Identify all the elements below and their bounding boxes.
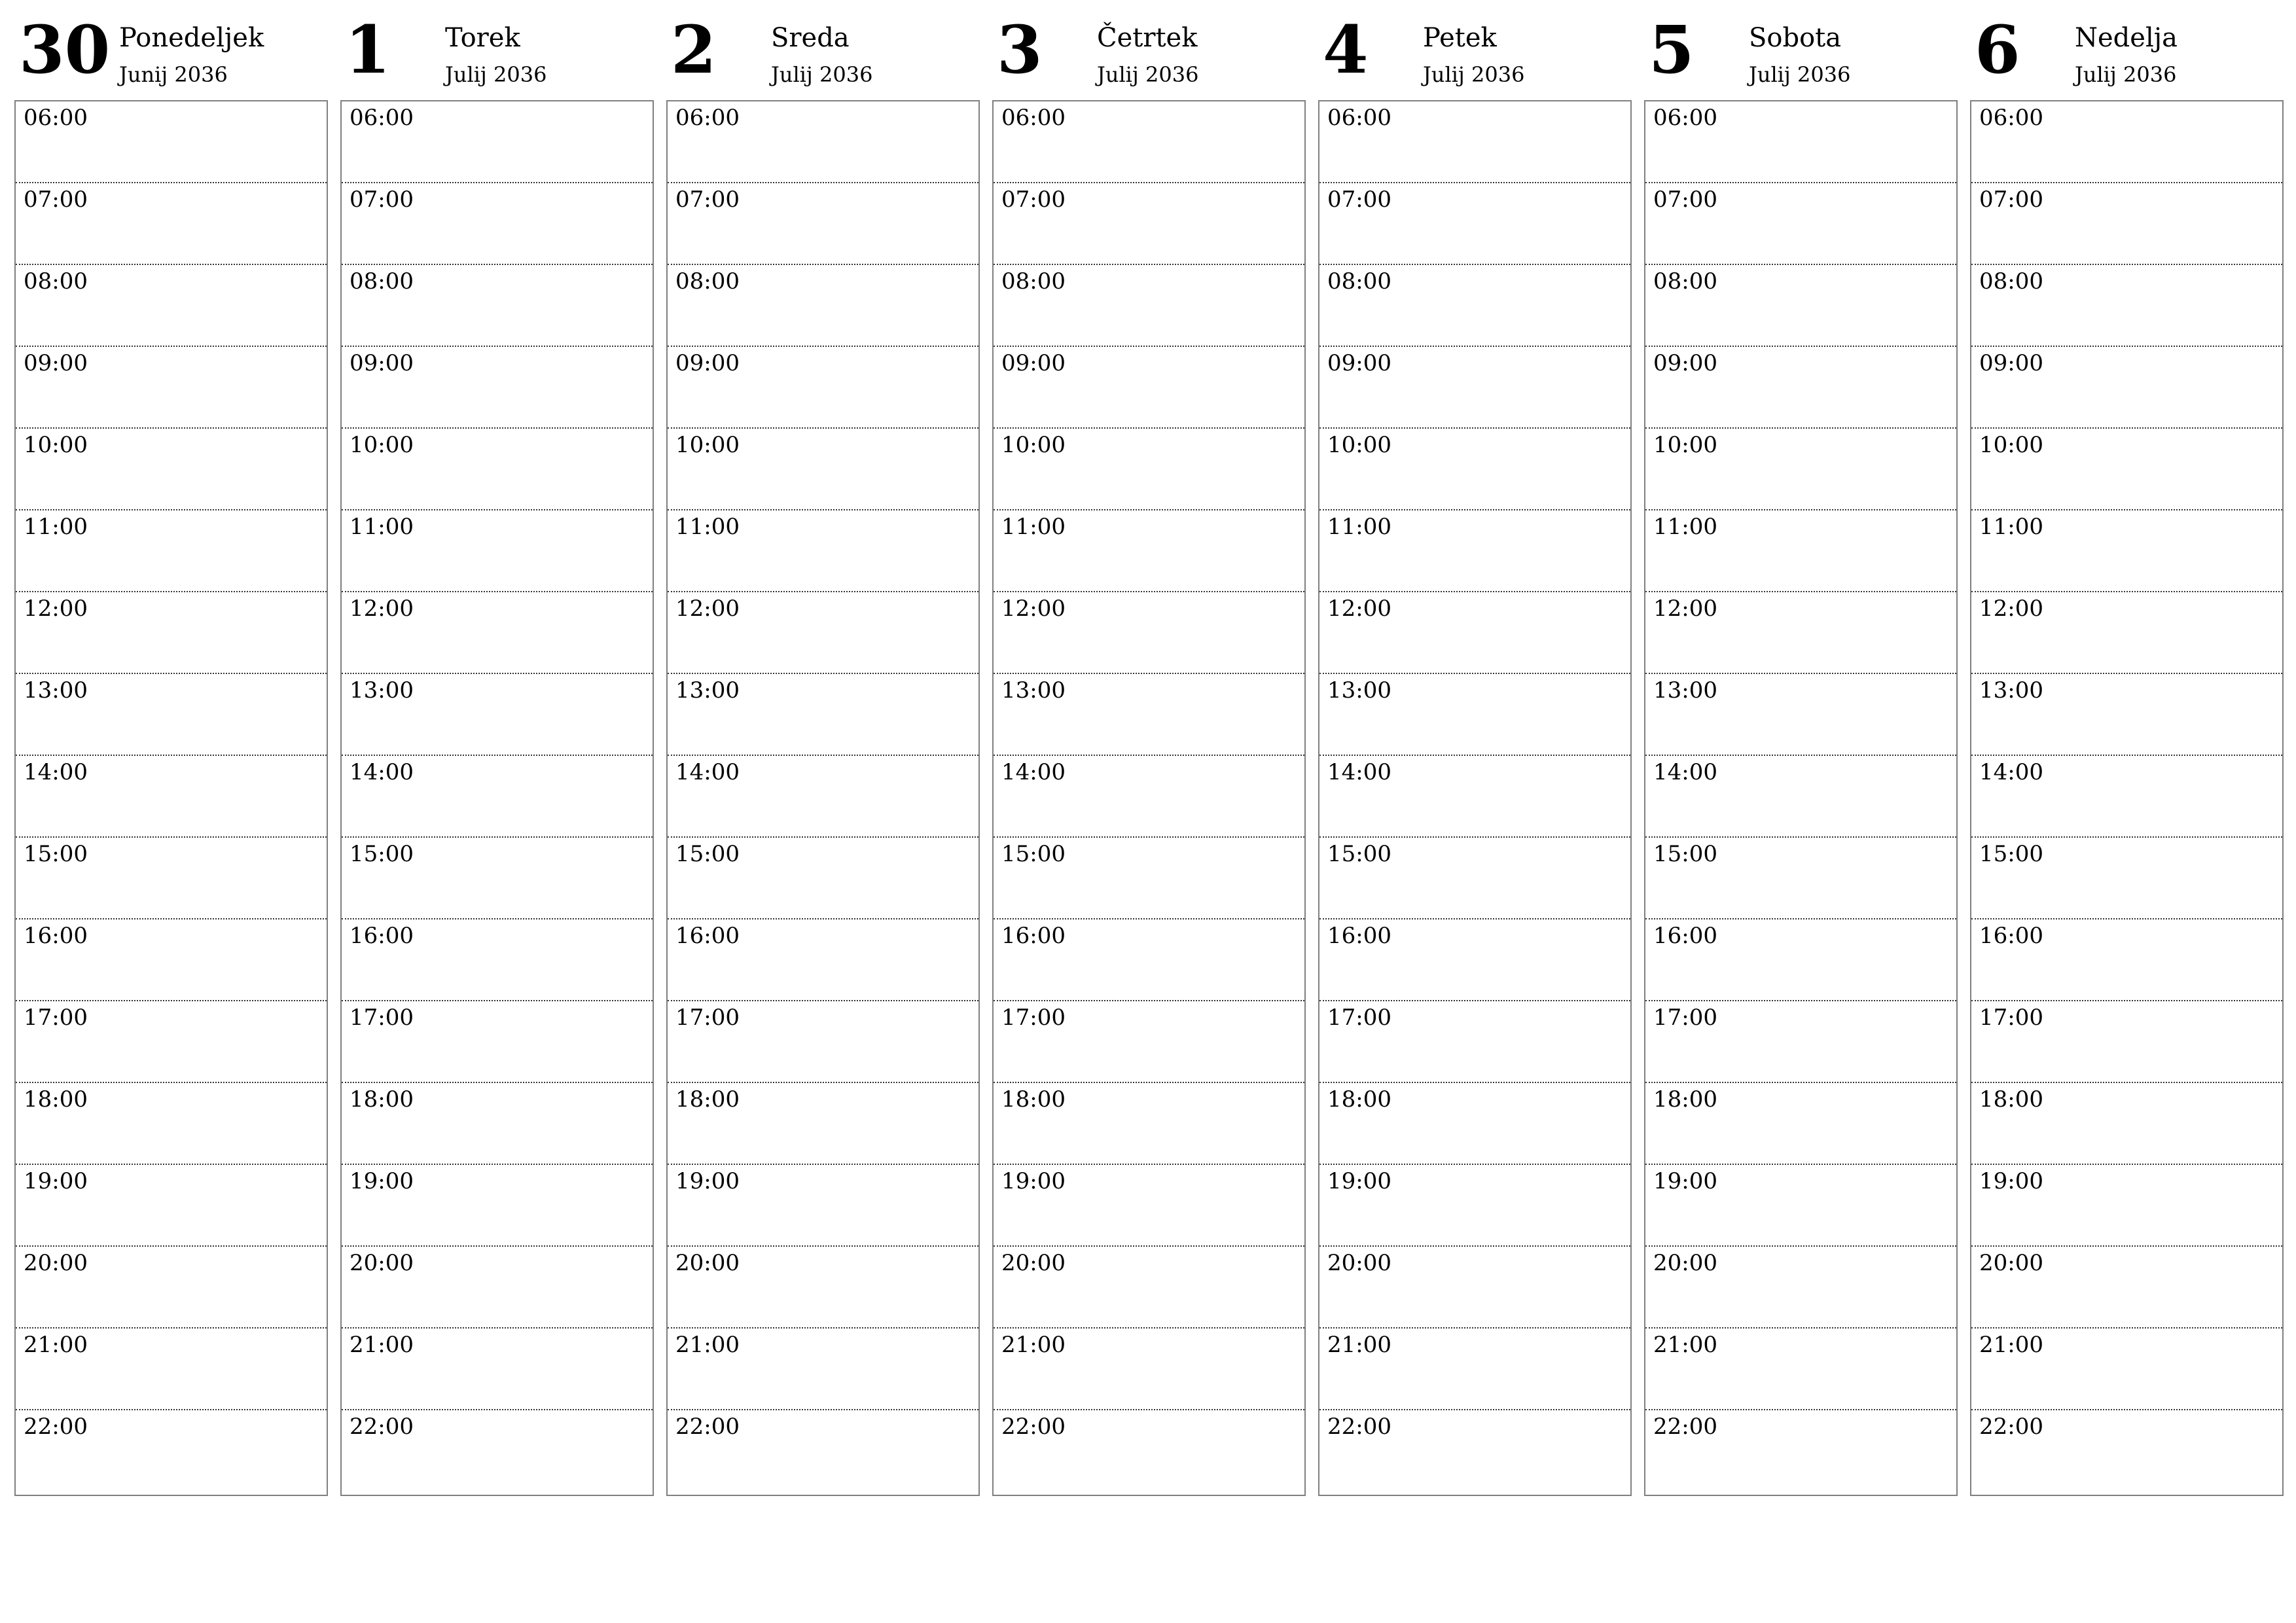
time-slot[interactable] xyxy=(668,592,978,674)
time-label: 13:00 xyxy=(675,677,740,704)
time-slot[interactable] xyxy=(16,838,327,919)
time-slot[interactable] xyxy=(994,265,1304,347)
time-slot[interactable] xyxy=(16,756,327,838)
time-slot[interactable] xyxy=(1319,1410,1630,1492)
time-slot[interactable] xyxy=(342,510,653,592)
time-label: 16:00 xyxy=(1327,923,1391,949)
time-slot[interactable] xyxy=(1319,1247,1630,1329)
time-label: 22:00 xyxy=(350,1414,414,1440)
day-header xyxy=(1970,0,2284,98)
time-slot[interactable] xyxy=(342,1410,653,1492)
day-month-year: Julij 2036 xyxy=(1423,62,1525,87)
day-header xyxy=(992,0,1306,98)
time-slot[interactable] xyxy=(1645,592,1956,674)
time-slot[interactable] xyxy=(1645,183,1956,265)
time-slot[interactable] xyxy=(16,183,327,265)
time-label: 14:00 xyxy=(350,759,414,785)
day-schedule-box xyxy=(14,100,328,1496)
time-slot[interactable] xyxy=(668,1410,978,1492)
day-schedule-box xyxy=(666,100,980,1496)
time-slot[interactable] xyxy=(1319,265,1630,347)
day-number: 5 xyxy=(1649,11,1695,88)
time-slot[interactable] xyxy=(1971,347,2282,429)
time-slot[interactable] xyxy=(1319,1165,1630,1247)
day-number: 6 xyxy=(1975,11,2020,88)
time-slot[interactable] xyxy=(1645,1410,1956,1492)
time-slot[interactable] xyxy=(1971,1165,2282,1247)
time-label: 13:00 xyxy=(1979,677,2043,704)
time-label: 19:00 xyxy=(1001,1168,1066,1194)
day-header xyxy=(1318,0,1632,98)
time-slot[interactable] xyxy=(668,919,978,1001)
time-label: 12:00 xyxy=(1327,596,1391,622)
time-label: 15:00 xyxy=(24,841,88,867)
time-slot[interactable] xyxy=(16,510,327,592)
time-slot[interactable] xyxy=(16,429,327,510)
time-label: 19:00 xyxy=(24,1168,88,1194)
time-label: 12:00 xyxy=(1979,596,2043,622)
time-slot[interactable] xyxy=(1319,838,1630,919)
day-header xyxy=(666,0,980,98)
time-label: 17:00 xyxy=(1327,1005,1391,1031)
time-slot[interactable] xyxy=(342,919,653,1001)
time-label: 20:00 xyxy=(1001,1250,1066,1276)
time-slot[interactable] xyxy=(1645,919,1956,1001)
time-slot[interactable] xyxy=(16,101,327,183)
time-slot[interactable] xyxy=(1645,1247,1956,1329)
time-slot[interactable] xyxy=(342,183,653,265)
time-label: 12:00 xyxy=(1653,596,1717,622)
time-slot[interactable] xyxy=(16,919,327,1001)
time-label: 06:00 xyxy=(1653,105,1717,131)
day-number: 30 xyxy=(19,11,111,88)
time-slot[interactable] xyxy=(1645,429,1956,510)
time-slot[interactable] xyxy=(994,1410,1304,1492)
time-slot[interactable] xyxy=(994,1083,1304,1165)
time-label: 08:00 xyxy=(1653,268,1717,294)
time-label: 16:00 xyxy=(675,923,740,949)
time-slot[interactable] xyxy=(1971,429,2282,510)
time-slot[interactable] xyxy=(1971,674,2282,756)
time-slot[interactable] xyxy=(1971,1410,2282,1492)
time-label: 20:00 xyxy=(24,1250,88,1276)
time-slot[interactable] xyxy=(342,101,653,183)
time-label: 21:00 xyxy=(24,1332,88,1358)
time-slot[interactable] xyxy=(342,674,653,756)
time-slot[interactable] xyxy=(1645,674,1956,756)
time-slot[interactable] xyxy=(668,265,978,347)
time-slot[interactable] xyxy=(1971,101,2282,183)
time-label: 06:00 xyxy=(1001,105,1066,131)
time-slot[interactable] xyxy=(16,1410,327,1492)
time-label: 10:00 xyxy=(1653,432,1717,458)
time-label: 18:00 xyxy=(1001,1086,1066,1113)
time-slot[interactable] xyxy=(1319,592,1630,674)
time-slot[interactable] xyxy=(16,1329,327,1410)
time-slot[interactable] xyxy=(16,1001,327,1083)
time-label: 14:00 xyxy=(24,759,88,785)
time-slot[interactable] xyxy=(342,838,653,919)
day-number: 3 xyxy=(997,11,1043,88)
time-slot[interactable] xyxy=(668,838,978,919)
time-slot[interactable] xyxy=(994,1329,1304,1410)
day-number: 4 xyxy=(1323,11,1369,88)
time-slot[interactable] xyxy=(1319,756,1630,838)
time-slot[interactable] xyxy=(342,1001,653,1083)
time-slot[interactable] xyxy=(16,1083,327,1165)
day-header xyxy=(14,0,328,98)
time-slot[interactable] xyxy=(342,756,653,838)
day-header xyxy=(1644,0,1958,98)
time-label: 13:00 xyxy=(350,677,414,704)
time-slot[interactable] xyxy=(1971,1083,2282,1165)
time-slot[interactable] xyxy=(1645,101,1956,183)
time-slot[interactable] xyxy=(668,347,978,429)
time-slot[interactable] xyxy=(994,429,1304,510)
time-slot[interactable] xyxy=(1319,919,1630,1001)
time-label: 08:00 xyxy=(350,268,414,294)
time-label: 11:00 xyxy=(1979,514,2043,540)
time-slot[interactable] xyxy=(1971,919,2282,1001)
day-month-year: Julij 2036 xyxy=(2075,62,2177,87)
time-label: 09:00 xyxy=(1653,350,1717,376)
time-slot[interactable] xyxy=(994,838,1304,919)
time-slot[interactable] xyxy=(1319,1083,1630,1165)
day-name: Nedelja xyxy=(2075,23,2178,53)
time-slot[interactable] xyxy=(1645,1329,1956,1410)
day-name: Ponedeljek xyxy=(119,23,264,53)
time-label: 21:00 xyxy=(675,1332,740,1358)
time-slot[interactable] xyxy=(16,1247,327,1329)
time-label: 13:00 xyxy=(1327,677,1391,704)
time-label: 22:00 xyxy=(1979,1414,2043,1440)
time-label: 11:00 xyxy=(1653,514,1717,540)
time-slot[interactable] xyxy=(16,347,327,429)
time-slot[interactable] xyxy=(1971,1247,2282,1329)
time-label: 19:00 xyxy=(1653,1168,1717,1194)
time-slot[interactable] xyxy=(1971,265,2282,347)
time-label: 15:00 xyxy=(350,841,414,867)
time-slot[interactable] xyxy=(1319,510,1630,592)
time-label: 22:00 xyxy=(1653,1414,1717,1440)
time-label: 18:00 xyxy=(1979,1086,2043,1113)
time-label: 16:00 xyxy=(24,923,88,949)
time-slot[interactable] xyxy=(1971,838,2282,919)
time-label: 13:00 xyxy=(24,677,88,704)
time-label: 17:00 xyxy=(675,1005,740,1031)
time-slot[interactable] xyxy=(342,1083,653,1165)
time-label: 06:00 xyxy=(1979,105,2043,131)
time-label: 18:00 xyxy=(1327,1086,1391,1113)
time-slot[interactable] xyxy=(16,1165,327,1247)
time-label: 08:00 xyxy=(1327,268,1391,294)
time-label: 14:00 xyxy=(1327,759,1391,785)
time-label: 06:00 xyxy=(24,105,88,131)
time-label: 22:00 xyxy=(675,1414,740,1440)
time-label: 18:00 xyxy=(24,1086,88,1113)
day-month-year: Junij 2036 xyxy=(119,62,228,87)
time-slot[interactable] xyxy=(342,347,653,429)
time-label: 08:00 xyxy=(1001,268,1066,294)
time-slot[interactable] xyxy=(668,1247,978,1329)
time-slot[interactable] xyxy=(668,429,978,510)
time-label: 09:00 xyxy=(1979,350,2043,376)
time-label: 07:00 xyxy=(675,187,740,213)
time-slot[interactable] xyxy=(16,592,327,674)
time-label: 12:00 xyxy=(1001,596,1066,622)
time-label: 10:00 xyxy=(350,432,414,458)
day-name: Torek xyxy=(445,23,520,53)
time-label: 07:00 xyxy=(350,187,414,213)
time-slot[interactable] xyxy=(668,1165,978,1247)
time-label: 17:00 xyxy=(1979,1005,2043,1031)
time-slot[interactable] xyxy=(994,1165,1304,1247)
time-slot[interactable] xyxy=(342,1329,653,1410)
time-label: 06:00 xyxy=(350,105,414,131)
time-slot[interactable] xyxy=(342,265,653,347)
day-number: 1 xyxy=(345,11,391,88)
time-slot[interactable] xyxy=(994,510,1304,592)
time-slot[interactable] xyxy=(16,674,327,756)
time-label: 21:00 xyxy=(1979,1332,2043,1358)
time-label: 10:00 xyxy=(24,432,88,458)
time-label: 19:00 xyxy=(675,1168,740,1194)
time-label: 20:00 xyxy=(1327,1250,1391,1276)
time-slot[interactable] xyxy=(342,1247,653,1329)
time-label: 06:00 xyxy=(1327,105,1391,131)
day-schedule-box xyxy=(340,100,654,1496)
time-slot[interactable] xyxy=(994,756,1304,838)
time-slot[interactable] xyxy=(994,1247,1304,1329)
time-label: 10:00 xyxy=(1001,432,1066,458)
time-label: 10:00 xyxy=(1979,432,2043,458)
time-label: 18:00 xyxy=(350,1086,414,1113)
time-slot[interactable] xyxy=(16,265,327,347)
time-label: 17:00 xyxy=(350,1005,414,1031)
time-label: 11:00 xyxy=(350,514,414,540)
time-slot[interactable] xyxy=(1645,756,1956,838)
time-label: 07:00 xyxy=(1327,187,1391,213)
day-schedule-box xyxy=(1318,100,1632,1496)
time-slot[interactable] xyxy=(1645,1001,1956,1083)
time-label: 10:00 xyxy=(1327,432,1391,458)
time-label: 16:00 xyxy=(350,923,414,949)
time-label: 14:00 xyxy=(1979,759,2043,785)
time-slot[interactable] xyxy=(668,1001,978,1083)
time-slot[interactable] xyxy=(1971,1329,2282,1410)
time-label: 11:00 xyxy=(1327,514,1391,540)
time-label: 16:00 xyxy=(1001,923,1066,949)
time-label: 09:00 xyxy=(24,350,88,376)
time-label: 14:00 xyxy=(675,759,740,785)
day-header xyxy=(340,0,654,98)
time-slot[interactable] xyxy=(1645,1083,1956,1165)
time-slot[interactable] xyxy=(668,183,978,265)
time-label: 07:00 xyxy=(1653,187,1717,213)
time-label: 17:00 xyxy=(1653,1005,1717,1031)
time-label: 08:00 xyxy=(675,268,740,294)
time-label: 22:00 xyxy=(24,1414,88,1440)
time-slot[interactable] xyxy=(994,1001,1304,1083)
day-schedule-box xyxy=(992,100,1306,1496)
time-slot[interactable] xyxy=(1645,838,1956,919)
day-name: Petek xyxy=(1423,23,1497,53)
time-slot[interactable] xyxy=(994,347,1304,429)
time-label: 15:00 xyxy=(1001,841,1066,867)
time-slot[interactable] xyxy=(994,183,1304,265)
time-label: 08:00 xyxy=(1979,268,2043,294)
time-slot[interactable] xyxy=(1645,1165,1956,1247)
time-slot[interactable] xyxy=(994,919,1304,1001)
time-label: 13:00 xyxy=(1653,677,1717,704)
time-slot[interactable] xyxy=(1319,347,1630,429)
day-month-year: Julij 2036 xyxy=(1097,62,1199,87)
time-slot[interactable] xyxy=(1319,1001,1630,1083)
time-slot[interactable] xyxy=(668,756,978,838)
time-slot[interactable] xyxy=(1319,1329,1630,1410)
day-number: 2 xyxy=(671,11,717,88)
time-label: 09:00 xyxy=(1327,350,1391,376)
time-slot[interactable] xyxy=(1971,1001,2282,1083)
day-month-year: Julij 2036 xyxy=(1749,62,1851,87)
day-month-year: Julij 2036 xyxy=(445,62,547,87)
time-label: 06:00 xyxy=(675,105,740,131)
time-slot[interactable] xyxy=(1971,592,2282,674)
time-slot[interactable] xyxy=(994,674,1304,756)
day-schedule-box xyxy=(1970,100,2284,1496)
time-label: 21:00 xyxy=(1001,1332,1066,1358)
time-label: 21:00 xyxy=(350,1332,414,1358)
time-label: 19:00 xyxy=(1327,1168,1391,1194)
time-label: 15:00 xyxy=(1653,841,1717,867)
time-label: 11:00 xyxy=(24,514,88,540)
time-label: 09:00 xyxy=(1001,350,1066,376)
time-slot[interactable] xyxy=(1971,756,2282,838)
time-label: 12:00 xyxy=(675,596,740,622)
time-label: 19:00 xyxy=(1979,1168,2043,1194)
time-slot[interactable] xyxy=(1319,429,1630,510)
time-slot[interactable] xyxy=(668,674,978,756)
time-slot[interactable] xyxy=(994,592,1304,674)
day-schedule-box xyxy=(1644,100,1958,1496)
time-label: 17:00 xyxy=(24,1005,88,1031)
time-label: 22:00 xyxy=(1327,1414,1391,1440)
time-label: 22:00 xyxy=(1001,1414,1066,1440)
time-slot[interactable] xyxy=(1319,101,1630,183)
time-slot[interactable] xyxy=(994,101,1304,183)
time-slot[interactable] xyxy=(342,429,653,510)
time-label: 10:00 xyxy=(675,432,740,458)
time-slot[interactable] xyxy=(668,1329,978,1410)
time-label: 12:00 xyxy=(350,596,414,622)
time-label: 14:00 xyxy=(1001,759,1066,785)
time-label: 12:00 xyxy=(24,596,88,622)
time-label: 18:00 xyxy=(1653,1086,1717,1113)
time-label: 09:00 xyxy=(350,350,414,376)
time-label: 21:00 xyxy=(1327,1332,1391,1358)
time-slot[interactable] xyxy=(342,1165,653,1247)
time-slot[interactable] xyxy=(1645,347,1956,429)
day-name: Sobota xyxy=(1749,23,1842,53)
day-month-year: Julij 2036 xyxy=(771,62,873,87)
time-slot[interactable] xyxy=(1971,183,2282,265)
time-label: 11:00 xyxy=(675,514,740,540)
time-label: 09:00 xyxy=(675,350,740,376)
time-slot[interactable] xyxy=(1971,510,2282,592)
time-slot[interactable] xyxy=(1319,183,1630,265)
time-label: 07:00 xyxy=(1979,187,2043,213)
time-label: 08:00 xyxy=(24,268,88,294)
time-label: 20:00 xyxy=(675,1250,740,1276)
day-name: Četrtek xyxy=(1097,23,1198,53)
time-label: 21:00 xyxy=(1653,1332,1717,1358)
time-label: 15:00 xyxy=(675,841,740,867)
time-label: 18:00 xyxy=(675,1086,740,1113)
time-label: 16:00 xyxy=(1653,923,1717,949)
day-name: Sreda xyxy=(771,23,850,53)
time-slot[interactable] xyxy=(1319,674,1630,756)
time-slot[interactable] xyxy=(668,510,978,592)
time-slot[interactable] xyxy=(342,592,653,674)
time-label: 19:00 xyxy=(350,1168,414,1194)
time-label: 07:00 xyxy=(1001,187,1066,213)
time-label: 11:00 xyxy=(1001,514,1066,540)
time-label: 20:00 xyxy=(1979,1250,2043,1276)
time-slot[interactable] xyxy=(668,1083,978,1165)
time-slot[interactable] xyxy=(1645,510,1956,592)
time-label: 15:00 xyxy=(1979,841,2043,867)
time-label: 14:00 xyxy=(1653,759,1717,785)
time-label: 16:00 xyxy=(1979,923,2043,949)
time-label: 07:00 xyxy=(24,187,88,213)
time-label: 13:00 xyxy=(1001,677,1066,704)
time-label: 15:00 xyxy=(1327,841,1391,867)
time-label: 20:00 xyxy=(350,1250,414,1276)
time-label: 17:00 xyxy=(1001,1005,1066,1031)
time-slot[interactable] xyxy=(668,101,978,183)
time-slot[interactable] xyxy=(1645,265,1956,347)
time-label: 20:00 xyxy=(1653,1250,1717,1276)
